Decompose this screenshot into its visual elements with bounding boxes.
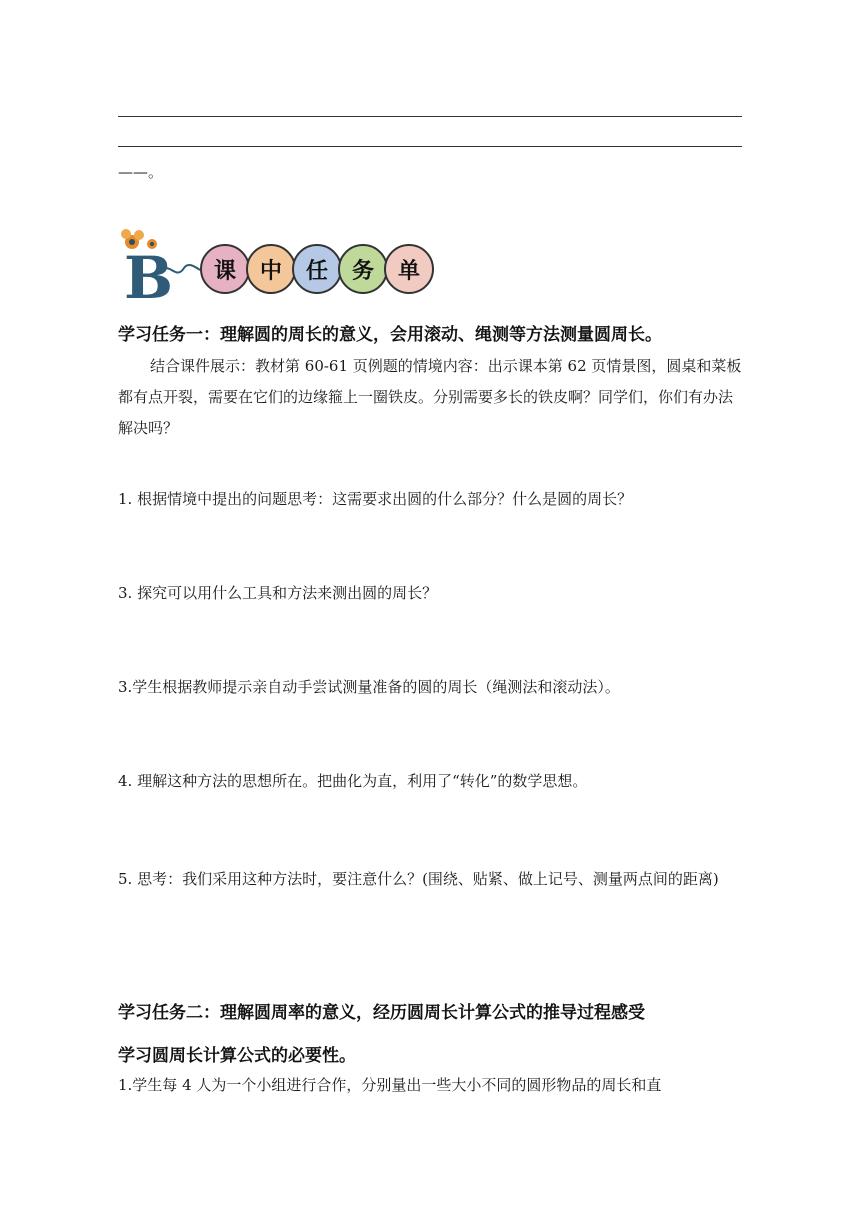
banner-circle xyxy=(338,244,388,294)
banner-circle-label: 任 xyxy=(292,244,342,294)
task1-item: 3.学生根据教师提示亲自动手尝试测量准备的圆的周长（绳测法和滚动法）。 xyxy=(118,678,620,696)
answer-line-tail: ——。 xyxy=(118,163,164,181)
banner-circle xyxy=(200,244,250,294)
task1-item: 3. 探究可以用什么工具和方法来测出圆的周长？ xyxy=(118,584,438,602)
task2-heading: 学习圆周长计算公式的必要性。 xyxy=(118,1046,356,1066)
task1-heading: 学习任务一：理解圆的周长的意义，会用滚动、绳测等方法测量圆周长。 xyxy=(118,325,662,345)
answer-line xyxy=(118,116,742,117)
task1-item: 5. 思考：我们采用这种方法时，要注意什么？(围绕、贴紧、做上记号、测量两点间的距离) xyxy=(118,870,719,888)
task2-item: 1.学生每 4 人为一个小组进行合作，分别量出一些大小不同的圆形物品的周长和直 xyxy=(118,1076,662,1094)
banner-circle xyxy=(384,244,434,294)
banner-circle-label: 中 xyxy=(246,244,296,294)
task1-intro: 结合课件展示：教材第 60-61 页例题的情境内容：出示课本第 62 页情景图，圆桌和菜板都有点开裂，需要在它们的边缘箍上一圈铁皮。分别需要多长的铁皮啊？同学们，你们有办法解决吗？ xyxy=(118,357,742,437)
banner-circle xyxy=(292,244,342,294)
banner-circle xyxy=(246,244,296,294)
task1-item: 4. 理解这种方法的思想所在。把曲化为直，利用了“转化”的数学思想。 xyxy=(118,772,588,790)
banner-circle-label: 单 xyxy=(384,244,434,294)
task1-item: 1. 根据情境中提出的问题思考：这需要求出圆的什么部分？什么是圆的周长？ xyxy=(118,490,633,508)
task2-heading: 学习任务二：理解圆周率的意义，经历圆周长计算公式的推导过程感受 xyxy=(118,1003,645,1023)
banner-circle-label: 务 xyxy=(338,244,388,294)
banner-letter: B xyxy=(124,244,174,306)
answer-line xyxy=(118,146,742,147)
banner-circle-label: 课 xyxy=(200,244,250,294)
